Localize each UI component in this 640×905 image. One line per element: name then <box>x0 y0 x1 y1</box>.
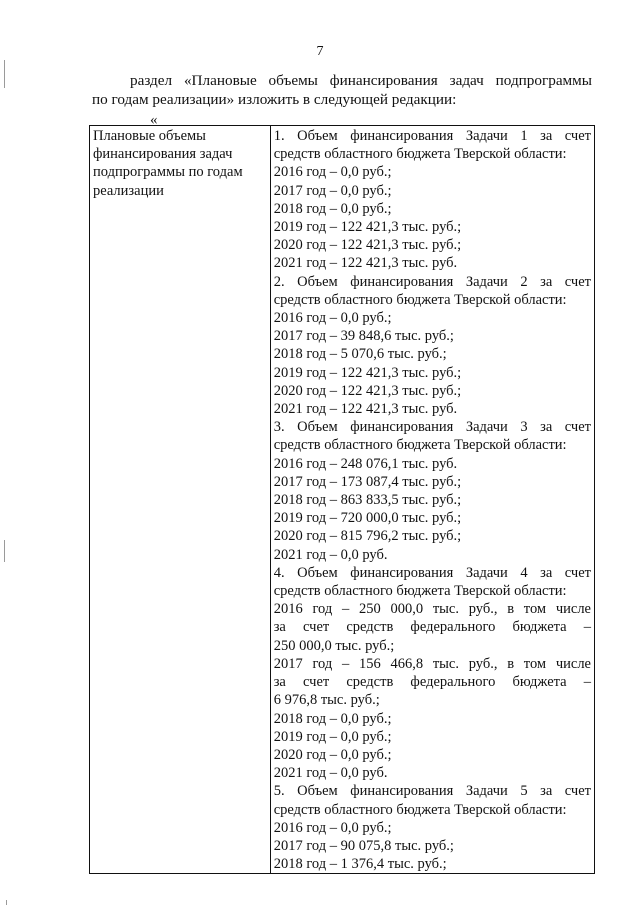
financing-line: средств областного бюджета Тверской области: <box>273 583 567 600</box>
financing-line: 2018 год – 5 070,6 тыс. руб.; <box>273 346 447 363</box>
financing-line: средств областного бюджета Тверской области: <box>273 291 567 308</box>
intro-paragraph <box>92 72 592 109</box>
financing-line: 2017 год – 39 848,6 тыс. руб.; <box>273 328 454 345</box>
financing-line: 2019 год – 0,0 руб.; <box>273 728 392 745</box>
financing-line: 2. Объем финансирования Задачи 2 за счет <box>273 273 591 290</box>
financing-line: 2020 год – 122 421,3 тыс. руб.; <box>273 237 462 254</box>
page-number: 7 <box>316 44 324 59</box>
label-cell <box>90 126 271 874</box>
financing-line: 2021 год – 0,0 руб. <box>273 546 388 563</box>
financing-line: 2019 год – 122 421,3 тыс. руб.; <box>273 219 462 236</box>
financing-line: 2017 год – 0,0 руб.; <box>273 182 392 199</box>
financing-line: 6 976,8 тыс. руб.; <box>273 692 380 709</box>
financing-line: 2017 год – 90 075,8 тыс. руб.; <box>273 837 454 854</box>
scan-edge-mark <box>4 540 5 562</box>
financing-line: 2016 год – 0,0 руб.; <box>273 164 392 181</box>
financing-line: 2018 год – 863 833,5 тыс. руб.; <box>273 492 462 509</box>
financing-line: средств областного бюджета Тверской области: <box>273 146 567 163</box>
financing-line: 2020 год – 0,0 руб.; <box>273 746 392 763</box>
financing-line: 2021 год – 122 421,3 тыс. руб. <box>273 255 458 272</box>
financing-line: 2017 год – 173 087,4 тыс. руб.; <box>273 473 462 490</box>
financing-line: 2017 год – 156 466,8 тыс. руб., в том числе <box>273 655 591 672</box>
financing-line: средств областного бюджета Тверской области: <box>273 437 567 454</box>
financing-line: 2018 год – 0,0 руб.; <box>273 710 392 727</box>
amounts-cell <box>270 126 594 874</box>
scan-edge-mark <box>4 60 5 88</box>
financing-line: 2016 год – 248 076,1 тыс. руб. <box>273 455 458 472</box>
financing-line: 2016 год – 250 000,0 тыс. руб., в том числе <box>273 601 591 618</box>
financing-line: 2019 год – 720 000,0 тыс. руб.; <box>273 510 462 527</box>
financing-line: 5. Объем финансирования Задачи 5 за счет <box>273 783 591 800</box>
financing-table <box>89 125 595 874</box>
financing-line: 2019 год – 122 421,3 тыс. руб.; <box>273 364 462 381</box>
financing-line: 3. Объем финансирования Задачи 3 за счет <box>273 419 591 436</box>
financing-line: 1. Объем финансирования Задачи 1 за счет <box>273 128 591 144</box>
table-row <box>90 126 595 874</box>
financing-line: 4. Объем финансирования Задачи 4 за счет <box>273 564 591 581</box>
financing-line: 2020 год – 122 421,3 тыс. руб.; <box>273 382 462 399</box>
financing-line: 2016 год – 0,0 руб.; <box>273 310 392 327</box>
financing-line: средств областного бюджета Тверской области: <box>273 801 567 818</box>
scan-edge-mark <box>6 900 7 905</box>
financing-line: 2016 год – 0,0 руб.; <box>273 819 392 836</box>
financing-line: 250 000,0 тыс. руб.; <box>273 637 395 654</box>
financing-line: 2018 год – 1 376,4 тыс. руб.; <box>273 856 447 873</box>
financing-line: за счет средств федерального бюджета – <box>273 674 591 691</box>
opening-quote: « <box>150 112 158 128</box>
financing-line: 2021 год – 0,0 руб. <box>273 765 388 782</box>
row-label: Плановые объемы финансирования задач подпрограммы по годам реализации <box>93 128 243 199</box>
financing-line: 2021 год – 122 421,3 тыс. руб. <box>273 401 458 418</box>
intro-line-1: раздел «Плановые объемы финансирования задач подпрограммы <box>130 72 592 89</box>
financing-line: 2020 год – 815 796,2 тыс. руб.; <box>273 528 462 545</box>
intro-line-2: по годам реализации» изложить в следующей редакции: <box>92 90 457 108</box>
financing-line: за счет средств федерального бюджета – <box>273 619 591 636</box>
financing-line: 2018 год – 0,0 руб.; <box>273 200 392 217</box>
